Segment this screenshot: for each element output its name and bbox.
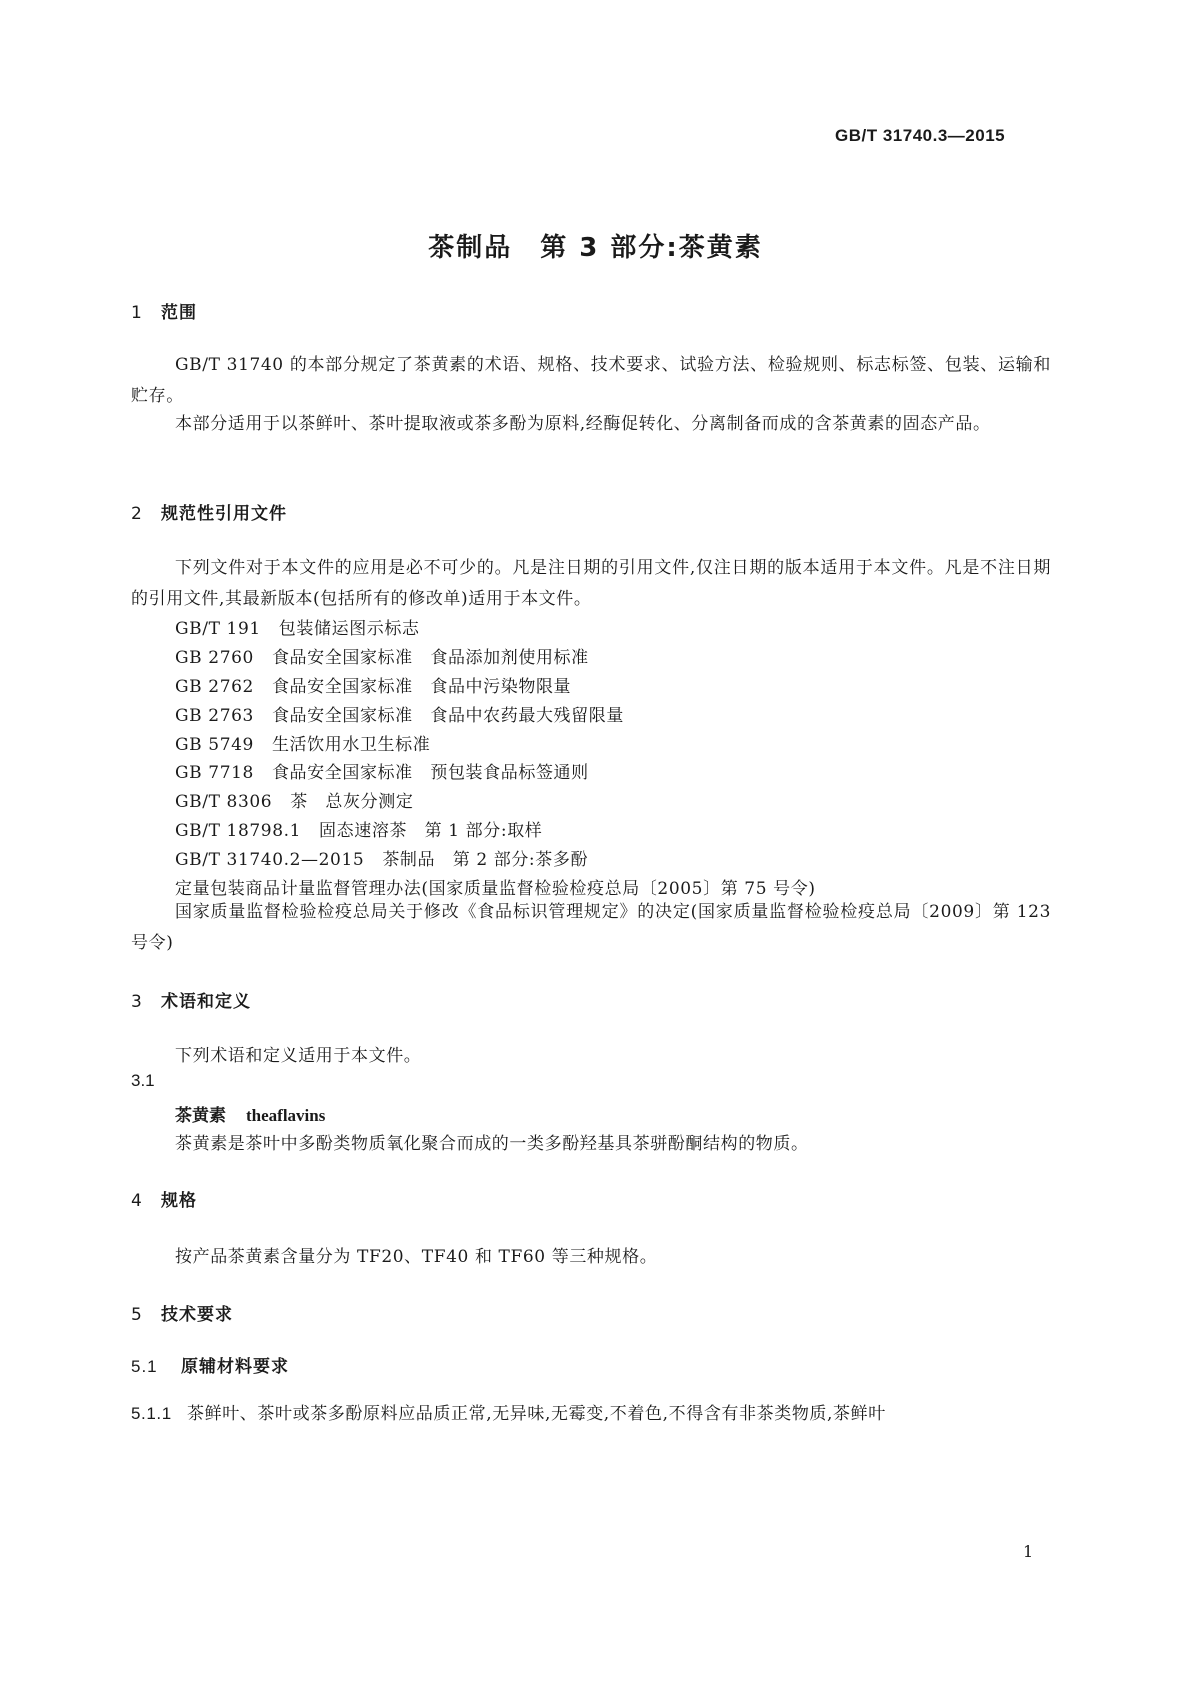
references-intro: 下列文件对于本文件的应用是必不可少的。凡是注日期的引用文件,仅注日期的版本适用于本文件。凡是不注日期的引用文件,其最新版本(包括所有的修改单)适用于本文件。 (131, 558, 1051, 609)
section-number: 1 (131, 303, 143, 323)
document-title: 茶制品 第 3 部分:茶黄素 (428, 233, 763, 263)
term-entry (175, 1101, 325, 1126)
specification-text: 按产品茶黄素含量分为 TF20、TF40 和 TF60 等三种规格。 (175, 1247, 658, 1267)
page-number: 1 (1023, 1542, 1034, 1561)
subsection-title: 原辅材料要求 (181, 1357, 289, 1377)
clause-text: 茶鲜叶、茶叶或茶多酚原料应品质正常,无异味,无霉变,不着色,不得含有非茶类物质,茶鲜叶 (187, 1404, 886, 1424)
reference-item: GB 2763 食品安全国家标准 食品中农药最大残留限量 (175, 706, 624, 726)
reference-item: GB 2762 食品安全国家标准 食品中污染物限量 (175, 677, 572, 697)
section-number: 2 (131, 504, 143, 524)
term-english: theaflavins (246, 1106, 326, 1125)
clause-5-1-1 (131, 1399, 886, 1424)
section-title: 技术要求 (161, 1305, 233, 1325)
section-number: 3 (131, 992, 143, 1012)
reference-item: GB/T 191 包装储运图示标志 (175, 619, 420, 639)
subsection-number: 5.1 (131, 1357, 158, 1376)
section-3-heading (131, 987, 251, 1012)
scope-paragraph-1: GB/T 31740 的本部分规定了茶黄素的术语、规格、技术要求、试验方法、检验规则、标志标签、包装、运输和贮存。 (131, 355, 1051, 406)
standard-number: GB/T 31740.3—2015 (835, 126, 1006, 145)
section-4-heading (131, 1186, 197, 1211)
terms-intro: 下列术语和定义适用于本文件。 (175, 1046, 422, 1066)
term-definition: 茶黄素是茶叶中多酚类物质氧化聚合而成的一类多酚羟基具茶骈酚酮结构的物质。 (175, 1134, 809, 1154)
section-2-heading (131, 499, 287, 524)
section-title: 规格 (161, 1191, 197, 1211)
reference-item: GB/T 8306 茶 总灰分测定 (175, 792, 414, 812)
section-number: 4 (131, 1191, 143, 1211)
term-chinese: 茶黄素 (175, 1106, 226, 1126)
section-title: 术语和定义 (161, 992, 251, 1012)
section-1-heading (131, 298, 197, 323)
scope-paragraph-2: 本部分适用于以茶鲜叶、茶叶提取液或茶多酚为原料,经酶促转化、分离制备而成的含茶黄素的固态产品。 (175, 414, 991, 434)
reference-item: GB 2760 食品安全国家标准 食品添加剂使用标准 (175, 648, 589, 668)
clause-number: 5.1.1 (131, 1404, 172, 1423)
section-number: 5 (131, 1305, 143, 1325)
reference-item: GB/T 31740.2—2015 茶制品 第 2 部分:茶多酚 (175, 850, 589, 870)
subsection-5-1-heading (131, 1352, 289, 1377)
subsection-number: 3.1 (131, 1071, 155, 1090)
reference-item: GB/T 18798.1 固态速溶茶 第 1 部分:取样 (175, 821, 543, 841)
section-title: 规范性引用文件 (161, 504, 287, 524)
reference-item: GB 7718 食品安全国家标准 预包装食品标签通则 (175, 763, 589, 783)
regulation-item: 定量包装商品计量监督管理办法(国家质量监督检验检疫总局〔2005〕第 75 号令) (175, 879, 816, 899)
section-5-heading (131, 1300, 233, 1325)
regulation-item: 国家质量监督检验检疫总局关于修改《食品标识管理规定》的决定(国家质量监督检验检疫总局〔2009〕第 123 号令) (131, 902, 1051, 953)
reference-item: GB 5749 生活饮用水卫生标准 (175, 735, 431, 755)
section-title: 范围 (161, 303, 197, 323)
